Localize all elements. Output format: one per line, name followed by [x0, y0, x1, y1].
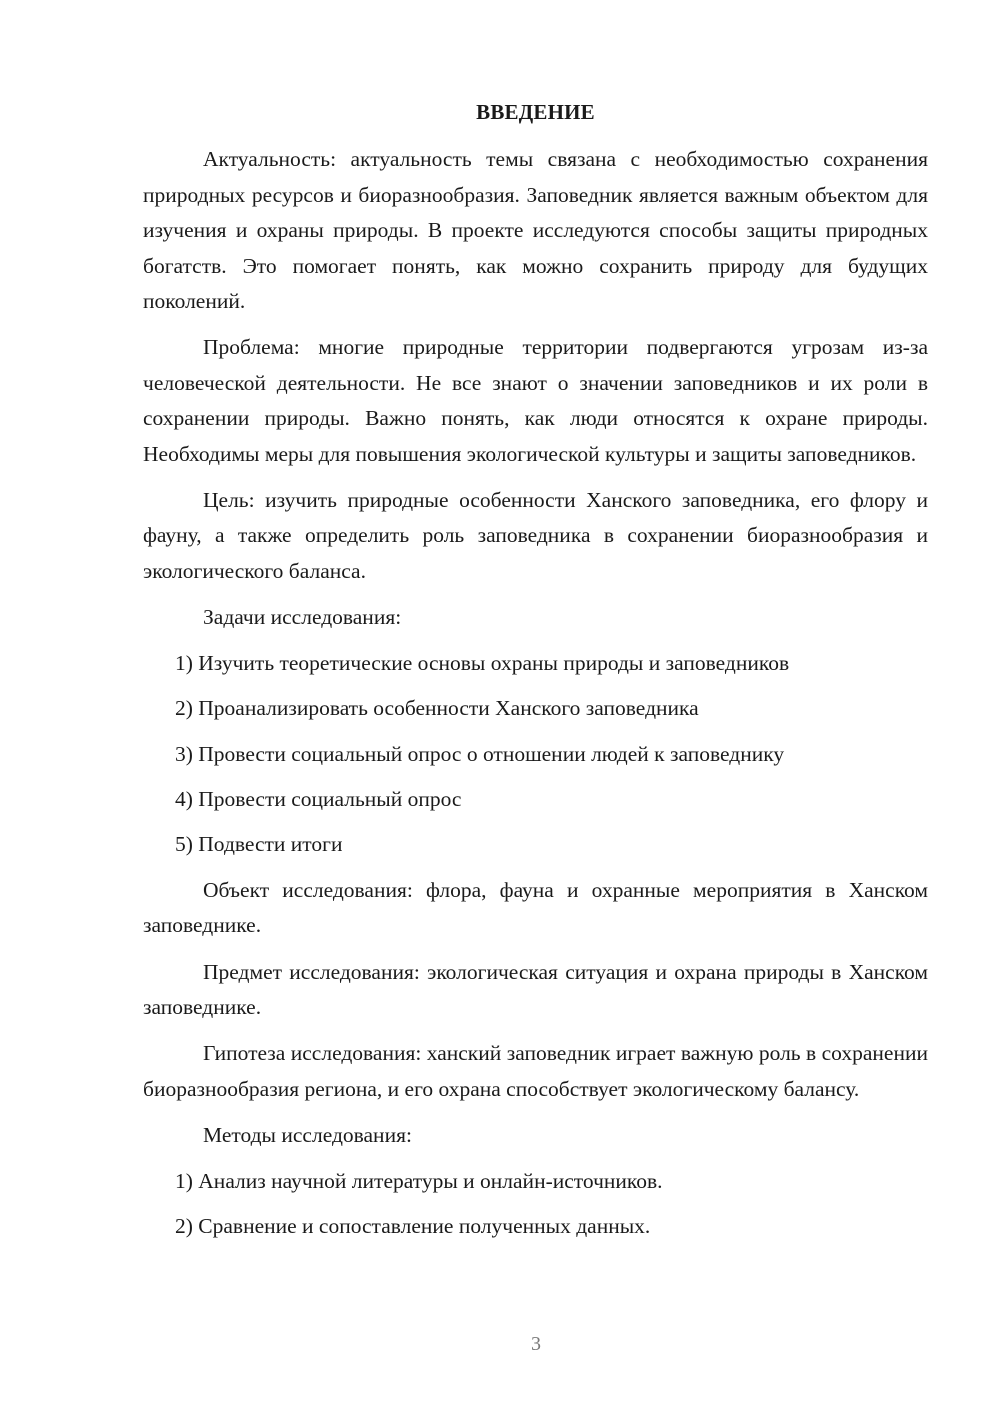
object-paragraph: Объект исследования: флора, фауна и охранные мероприятия в Ханском заповеднике. [143, 877, 928, 938]
tasks-list [143, 646, 928, 863]
list-item: 2) Проанализировать особенности Ханского заповедника [175, 696, 699, 721]
list-item: 1) Анализ научной литературы и онлайн-источников. [175, 1168, 663, 1193]
list-item: 4) Провести социальный опрос [175, 786, 462, 811]
list-item: 5) Подвести итоги [175, 832, 343, 857]
list-item: 1) Изучить теоретические основы охраны природы и заповедников [175, 650, 790, 675]
list-item: 2) Сравнение и сопоставление полученных данных. [175, 1213, 651, 1238]
page-number: 3 [531, 1333, 541, 1355]
methods-heading: Методы исследования: [203, 1123, 412, 1148]
document-page [143, 95, 928, 1254]
relevance-paragraph: Актуальность: актуальность темы связана с необходимостью сохранения природных ресурсов и биоразнообразия. Заповедник является важным объектом для изучения и охраны природы. В проекте исследуются способы защиты природных богатств. Это помогает понять, как можно сохранить природу для будущих поколений. [143, 147, 928, 314]
subject-paragraph: Предмет исследования: экологическая ситуация и охрана природы в Ханском заповеднике. [143, 959, 928, 1019]
hypothesis-paragraph: Гипотеза исследования: ханский заповедник играет важную роль в сохранении биоразнообразия региона, и его охрана способствует экологическому балансу. [143, 1041, 928, 1101]
page-title: ВВЕДЕНИЕ [476, 100, 595, 124]
methods-list [143, 1164, 928, 1245]
goal-paragraph: Цель: изучить природные особенности Ханского заповедника, его флору и фауну, а также определить роль заповедника в сохранении биоразнообразия и экологического баланса. [143, 488, 928, 583]
problem-paragraph: Проблема: многие природные территории подвергаются угрозам из-за человеческой деятельности. Не все знают о значении заповедников и их роли в сохранении природы. Важно понять, как люди относятся к охране природы. Необходимы меры для повышения экологической культуры и защиты заповедников. [143, 335, 928, 466]
list-item: 3) Провести социальный опрос о отношении людей к заповеднику [175, 741, 785, 766]
tasks-heading: Задачи исследования: [203, 605, 402, 630]
